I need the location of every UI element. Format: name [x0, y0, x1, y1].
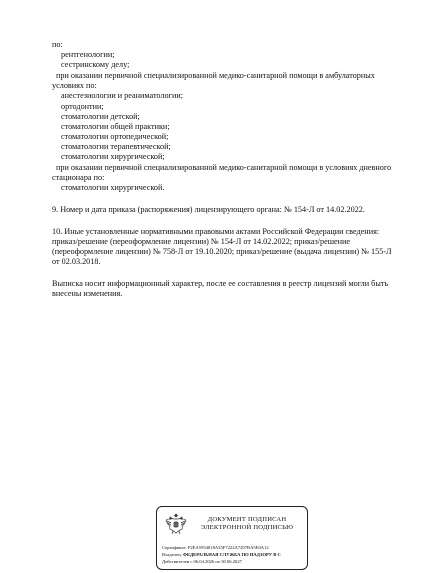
stamp-owner	[162, 552, 281, 558]
text-line: сестринскому делу;	[61, 60, 130, 69]
russian-eagle-emblem-icon	[163, 511, 189, 537]
section-10-line: (переоформление лицензии) № 758-Л от 19.10.2020; приказ/решение (выдача лицензии) № 155-Л	[52, 247, 392, 256]
note-line: внесены изменения.	[52, 289, 123, 298]
text-line: стоматологии детской;	[61, 112, 140, 121]
text-line: стоматологии хирургической.	[61, 183, 165, 192]
stamp-validity: Действителен с 06.04.2026 по 30.06.2027	[162, 559, 242, 564]
stamp-owner-value: ФЕДЕРАЛЬНАЯ СЛУЖБА ПО НАДЗОРУ В С	[183, 552, 281, 557]
text-line: стоматологии общей практики;	[61, 122, 170, 131]
stamp-title: ЭЛЕКТРОННОЙ ПОДПИСЬЮ	[200, 524, 294, 531]
note-line: Выписка носит информационный характер, после ее составления в реестр лицензий могли быть	[52, 279, 389, 288]
section-10-line: приказ/решение (переоформление лицензии) № 154-Л от 14.02.2022; приказ/решение	[52, 237, 351, 246]
text-line: стоматологии терапевтической;	[61, 142, 171, 151]
text-line: при оказании первичной специализированной медико-санитарной помощи в условиях дневного	[56, 163, 392, 172]
text-line: стоматологии ортопедической;	[61, 132, 169, 141]
text-line: по:	[52, 40, 63, 49]
text-line: условиях по:	[52, 81, 97, 90]
electronic-signature-stamp	[156, 506, 308, 570]
section-10-line: от 02.03.2018.	[52, 257, 101, 266]
section-9: 9. Номер и дата приказа (распоряжения) лицензирующего органа: № 154-Л от 14.02.2022.	[52, 205, 365, 214]
text-line: ортодонтии;	[61, 102, 104, 111]
text-line: рентгенологии;	[61, 50, 115, 59]
stamp-certificate: Сертификат: F2EA5954818A35F7222A7297BA5E0A12	[162, 545, 269, 550]
text-line: анестезиологии и реаниматологии;	[61, 91, 183, 100]
section-10-line: 10. Иные установленные нормативными правовыми актами Российской Федерации сведения:	[52, 227, 380, 236]
text-line: стационара по:	[52, 173, 105, 182]
text-line: при оказании первичной специализированной медико-санитарной помощи в амбулаторных	[56, 71, 375, 80]
text-line: стоматологии хирургической;	[61, 152, 165, 161]
stamp-title: ДОКУМЕНТ ПОДПИСАН	[207, 516, 287, 523]
stamp-owner-label: Владелец:	[162, 552, 182, 557]
